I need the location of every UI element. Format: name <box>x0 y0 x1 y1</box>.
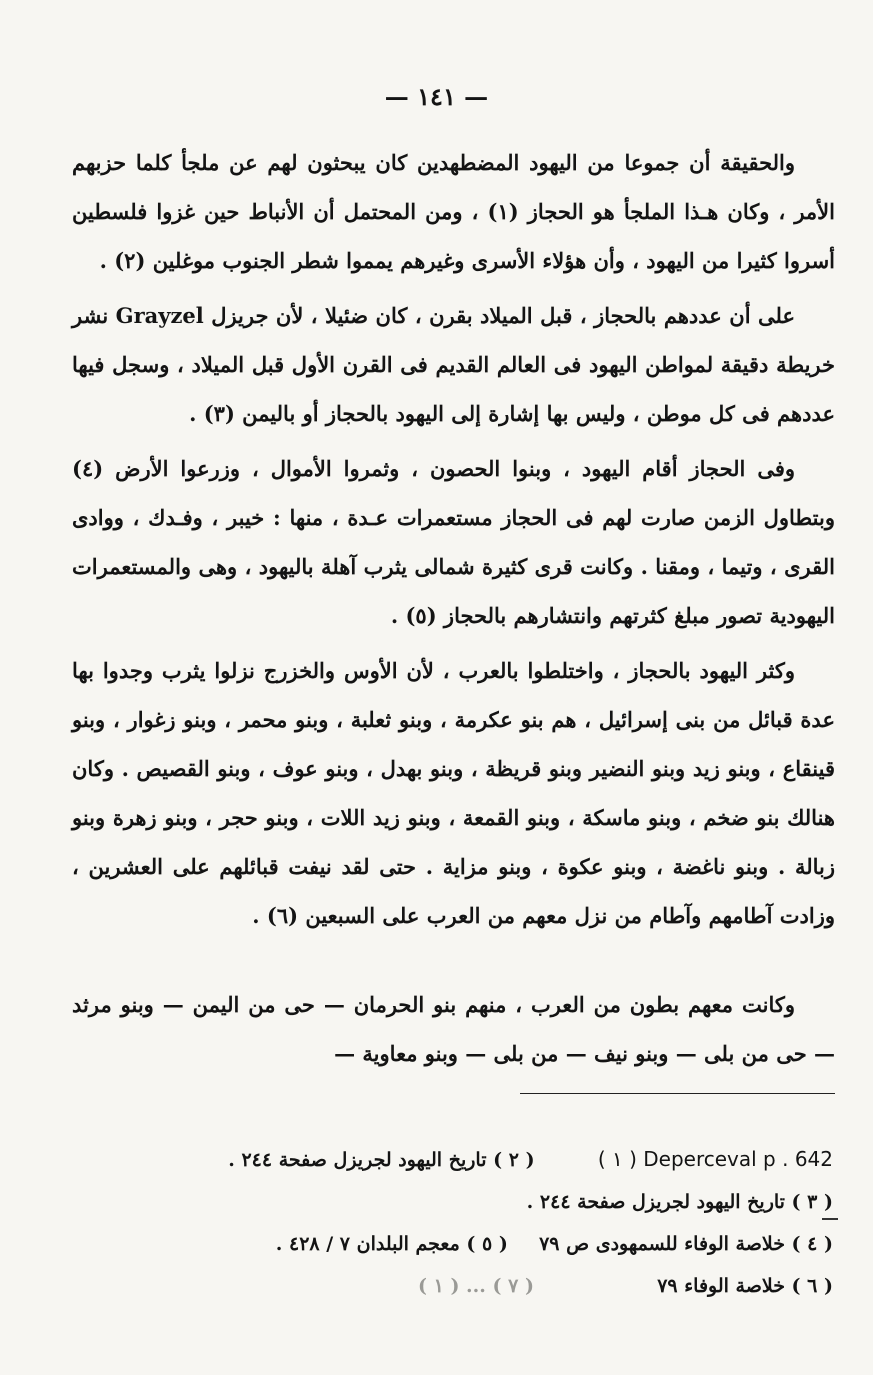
paragraph: والحقيقة أن جموعا من اليهود المضطهدين كان يبحثون لهم عن ملجأ كلما حزبهم الأمر ، وكان هـذا الملجأ هو الحجاز (١) ، ومن المحتمل أن الأنباط حين غزوا فلسطين أسروا كثيرا من اليهود ، وأن هؤلاء الأسرى وغيرهم يمموا شطر الجنوب موغلين (٢) . <box>72 150 835 273</box>
footnote-4: ( ٤ ) خلاصة الوفاء للسمهودى ص ٧٩ <box>539 1233 833 1255</box>
main-text <box>72 138 835 1078</box>
margin-mark <box>822 1218 838 1220</box>
footnote-5: ( ٥ ) معجم البلدان ٧ / ٤٢٨ . <box>275 1233 508 1255</box>
paragraph: وكثر اليهود بالحجاز ، واختلطوا بالعرب ، لأن الأوس والخزرج نزلوا يثرب وجدوا بها عدة قبائل من بنى إسرائيل ، هم بنو عكرمة ، وبنو ثعلبة ، وبنو محمر ، وبنو زغوار ، وبنو قينقاع ، وبنو زيد وبنو النضير وبنو قريظة ، وبنو بهدل ، وبنو عوف ، وبنو القصيص . وكان هنالك بنو ضخم ، وبنو ماسكة ، وبنو القمعة ، وبنو زيد اللات ، وبنو حجر ، وبنو زهرة وبنو زبالة . وبنو ناغضة ، وبنو عكوة ، وبنو مزاية . حتى لقد نيفت قبائلهم على العشرين ، وزادت آطامهم وآطام من نزل معهم من العرب على السبعين (٦) . <box>72 658 835 928</box>
page-number: — ١٤١ — <box>384 82 489 111</box>
footnote-1: ( ١ ) Deperceval p . 642 <box>597 1147 833 1171</box>
footnote-line <box>90 1181 833 1223</box>
footnotes <box>90 1138 833 1307</box>
footnote-divider <box>520 1093 835 1094</box>
faded-footnote-text: ( ٧ ) ... ( ١ ) <box>418 1275 534 1297</box>
paragraph: وكانت معهم بطون من العرب ، منهم بنو الحرمان — حى من اليمن — وبنو مرثد — حى من بلى — وبنو نيف — من بلى — وبنو معاوية — <box>72 992 835 1066</box>
paragraph: على أن عددهم بالحجاز ، قبل الميلاد بقرن ، كان ضئيلا ، لأن جريزل Grayzel نشر خريطة دقيقة لمواطن اليهود فى العالم القديم فى القرن الأول قبل الميلاد ، وسجل فيها عددهم فى كل موطن ، وليس بها إشارة إلى اليهود بالحجاز أو باليمن (٣) . <box>72 303 835 426</box>
footnote-line <box>90 1265 833 1307</box>
footnote-line <box>90 1223 833 1265</box>
footnote-3: ( ٣ ) تاريخ اليهود لجريزل صفحة ٢٤٤ . <box>526 1191 833 1213</box>
footnote-6: ( ٦ ) خلاصة الوفاء ٧٩ <box>657 1275 833 1297</box>
footnote-line <box>90 1138 833 1181</box>
footnote-2: ( ٢ ) تاريخ اليهود لجريزل صفحة ٢٤٤ . <box>228 1149 535 1171</box>
paragraph: وفى الحجاز أقام اليهود ، وبنوا الحصون ، وثمروا الأموال ، وزرعوا الأرض (٤) وبتطاول الزمن صارت لهم فى الحجاز مستعمرات عـدة ، منها : خيبر ، وفـدك ، ووادى القرى ، وتيما ، ومقنا . وكانت قرى كثيرة شمالى يثرب آهلة باليهود ، وهى والمستعمرات اليهودية تصور مبلغ كثرتهم وانتشارهم بالحجاز (٥) . <box>72 456 835 628</box>
